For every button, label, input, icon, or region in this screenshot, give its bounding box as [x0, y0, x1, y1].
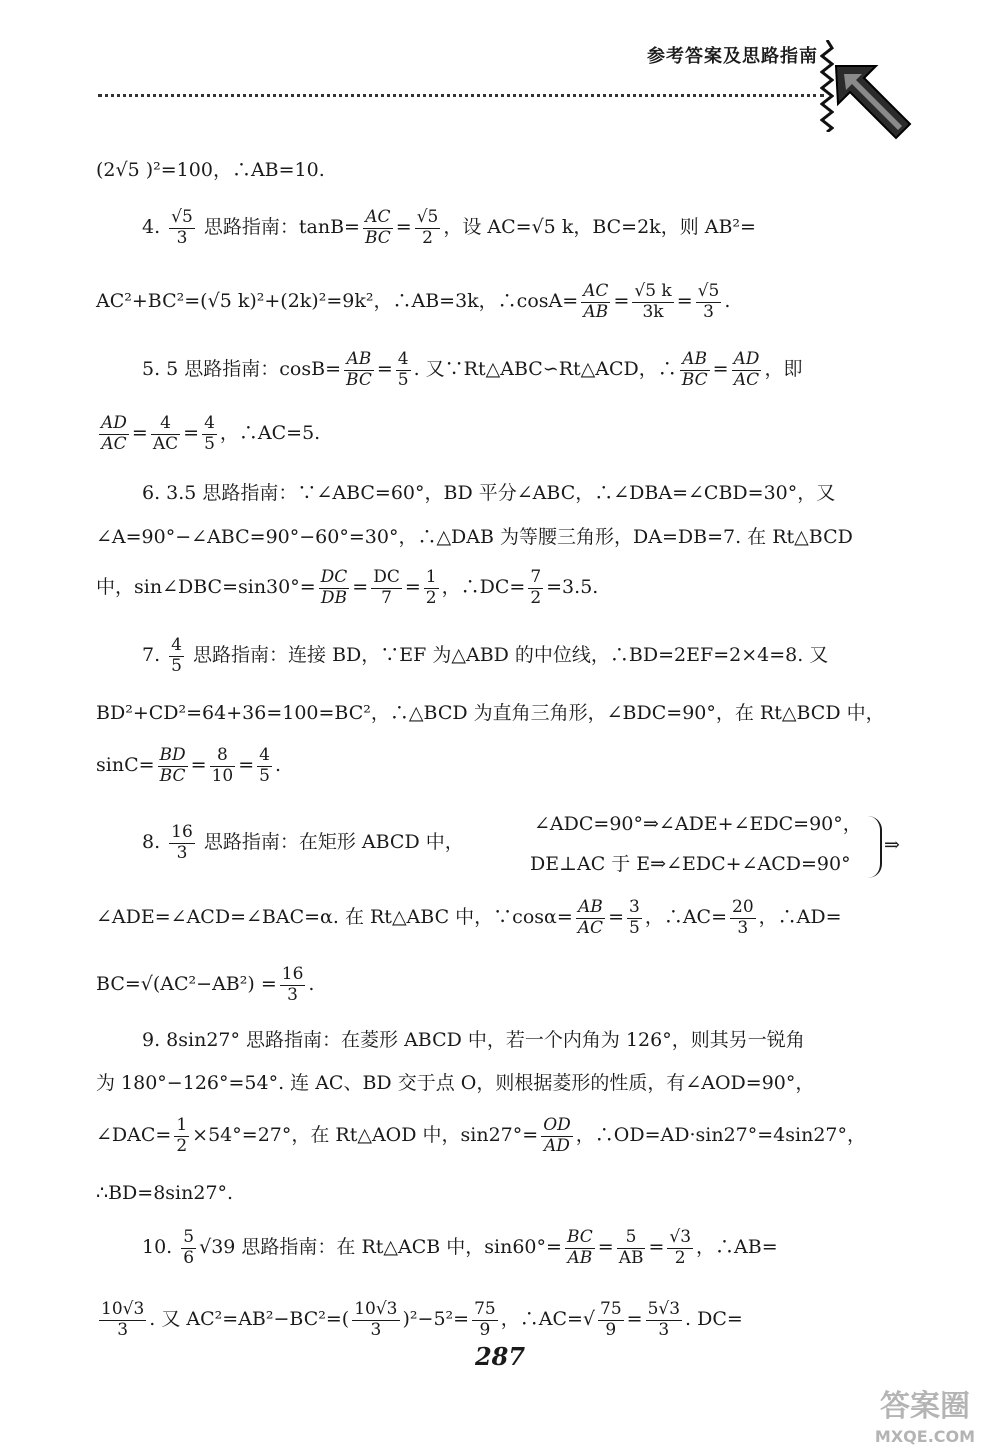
fraction-numerator: AD — [733, 349, 760, 369]
fraction-numerator: 7 — [530, 567, 542, 587]
fraction — [617, 1228, 646, 1268]
line-text: ，∴DC= — [441, 576, 526, 599]
line-text: 4. — [142, 216, 167, 239]
fraction-denominator: AB — [618, 1247, 644, 1268]
header-title: 参考答案及思路指南 — [647, 46, 818, 67]
fraction-numerator: 4 — [397, 349, 409, 369]
line-text: = — [238, 754, 255, 777]
line-text: = — [676, 290, 693, 313]
fraction — [646, 1300, 682, 1340]
line-text: ，∴AC= — [644, 906, 727, 929]
watermark-url: MXQE.COM — [874, 1427, 976, 1446]
fraction — [169, 208, 195, 248]
fraction-numerator: 1 — [425, 567, 437, 587]
fraction-denominator: AC — [733, 369, 760, 390]
fraction — [472, 1300, 498, 1340]
line-text: = — [712, 358, 729, 381]
fraction — [565, 1228, 595, 1268]
text-line — [96, 898, 842, 938]
line-text: = — [395, 216, 412, 239]
fraction-denominator: 3 — [176, 227, 188, 248]
text-line — [96, 527, 853, 549]
line-text: = — [190, 754, 207, 777]
fraction-denominator: 3 — [370, 1319, 382, 1340]
fraction-denominator: 9 — [605, 1319, 617, 1340]
line-text: BC=√(AC²−AB²) = — [96, 973, 277, 996]
fraction — [169, 823, 195, 863]
fraction-denominator: 5 — [204, 433, 215, 454]
fraction-numerator: 1 — [176, 1115, 188, 1135]
fraction — [181, 1228, 196, 1268]
fraction-denominator: 5 — [397, 369, 409, 390]
line-text: )²−5²= — [402, 1308, 470, 1331]
text-line — [96, 1116, 866, 1156]
fraction — [627, 898, 642, 938]
line-text: sinC= — [96, 754, 155, 777]
fraction — [158, 746, 188, 786]
fraction-denominator: 2 — [674, 1247, 686, 1268]
fraction-numerator: 8 — [210, 746, 236, 767]
fraction-denominator: BC — [159, 765, 186, 786]
text-line — [96, 160, 325, 182]
text-line — [96, 703, 885, 725]
fraction-numerator: AC — [583, 281, 609, 301]
line-text: = — [131, 422, 148, 445]
line-text: 为 180°−126°=54°. 连 AC、BD 交于点 O，则根据菱形的性质，有∠AOD=90°， — [96, 1072, 815, 1094]
fraction-denominator: BC — [681, 369, 708, 390]
fraction-numerator: 4 — [151, 414, 180, 435]
fraction-denominator: AB — [567, 1247, 593, 1268]
line-text: 思路指南：连接 BD，∵EF 为△ABD 的中位线，∴BD=2EF=2×4=8. 又 — [187, 644, 829, 667]
arrow-logo-icon — [832, 60, 916, 144]
line-text: =3.5. — [546, 576, 599, 599]
fraction — [257, 746, 272, 786]
fraction-numerator: 10√3 — [354, 1299, 398, 1319]
fraction-denominator: AC — [101, 433, 127, 454]
fraction — [202, 414, 217, 454]
fraction-denominator: AC — [152, 433, 179, 454]
text-line — [96, 746, 281, 786]
fraction-numerator: 5 — [183, 1227, 195, 1247]
fraction — [581, 282, 610, 322]
line-text: 思路指南：tanB= — [197, 216, 360, 239]
watermark-logo — [864, 1378, 986, 1450]
fraction — [667, 1228, 693, 1268]
fraction — [169, 636, 184, 676]
line-text: √39 思路指南：在 Rt△ACB 中，sin60°= — [199, 1236, 562, 1259]
fraction — [632, 282, 673, 322]
line-text: 7. — [142, 644, 167, 667]
fraction-numerator: AB — [576, 898, 605, 919]
fraction-denominator: 10 — [211, 765, 234, 786]
text-line — [142, 636, 828, 676]
fraction — [363, 208, 393, 248]
line-text: ，∴OD=AD·sin27°=4sin27°， — [575, 1124, 866, 1147]
fraction — [730, 898, 756, 938]
line-text: 8. — [142, 831, 167, 854]
fraction — [396, 350, 411, 390]
line-text: 中，sin∠DBC=sin30°= — [96, 576, 316, 599]
fraction — [99, 414, 129, 454]
fraction-numerator: AB — [344, 350, 374, 371]
fraction — [210, 746, 236, 786]
line-text: = — [597, 1236, 614, 1259]
fraction-denominator: DB — [320, 587, 348, 608]
fraction-denominator: 3 — [703, 301, 714, 322]
line-text: . DC= — [685, 1308, 743, 1331]
fraction-denominator: 3k — [642, 301, 664, 322]
page-number: 287 — [474, 1342, 526, 1371]
line-text: ，∴AC=5. — [219, 422, 321, 445]
line-text: = — [376, 358, 393, 381]
line-text: ∴BD=8sin27°. — [96, 1182, 234, 1204]
line-text: . — [308, 973, 315, 996]
fraction-denominator: AD — [544, 1135, 570, 1156]
fraction-denominator: 5 — [171, 655, 182, 676]
text-line — [96, 1073, 814, 1095]
line-text: DE⊥AC 于 E⇒∠EDC+∠ACD=90° — [530, 853, 851, 875]
fraction-numerator: 16 — [171, 822, 193, 842]
fraction-numerator: 4 — [171, 635, 182, 655]
fraction — [151, 414, 180, 454]
fraction-numerator: DC — [320, 567, 348, 587]
fraction-numerator: 3 — [628, 897, 640, 917]
fraction-numerator: BC — [566, 1227, 593, 1247]
fraction-numerator: DC — [373, 567, 400, 587]
line-text: = — [613, 290, 630, 313]
fraction-denominator: AC — [577, 917, 604, 938]
fraction — [344, 350, 374, 390]
line-text: ×54°=27°，在 Rt△AOD 中，sin27°= — [192, 1124, 539, 1147]
fraction-numerator: 20 — [732, 897, 754, 917]
fraction-numerator: 4 — [204, 413, 215, 433]
fraction — [732, 350, 762, 390]
fraction-numerator: BD — [159, 745, 186, 765]
fraction-denominator: 3 — [287, 984, 298, 1005]
fraction-numerator: 16 — [281, 964, 304, 984]
fraction-numerator: AB — [680, 350, 710, 371]
fraction-numerator: √5 — [416, 207, 439, 227]
line-text: ⇒ — [884, 834, 900, 856]
fraction-numerator: √5 k — [634, 281, 672, 301]
fraction-denominator: 3 — [737, 917, 749, 938]
fraction — [424, 568, 439, 608]
line-text: ，即 — [764, 358, 803, 381]
fraction — [280, 965, 306, 1005]
text-line — [142, 483, 835, 505]
fraction — [352, 1300, 399, 1340]
fraction-numerator: 5√3 — [647, 1299, 681, 1319]
line-text: ∠ADE=∠ACD=∠BAC=α. 在 Rt△ABC 中，∵cosα= — [96, 906, 573, 929]
fraction-denominator: 2 — [176, 1135, 188, 1156]
fraction-denominator: 3 — [176, 842, 188, 863]
fraction — [174, 1116, 189, 1156]
line-text: = — [648, 1236, 665, 1259]
fraction — [371, 568, 402, 608]
line-text: . 又 AC²=AB²−BC²=( — [149, 1308, 350, 1331]
text-line — [96, 1183, 233, 1205]
fraction — [528, 568, 543, 608]
line-text: BD²+CD²=64+36=100=BC²，∴△BCD 为直角三角形，∠BDC=90°，在 Rt△BCD 中， — [96, 702, 885, 724]
fraction-numerator: 5 — [617, 1228, 646, 1249]
fraction — [415, 208, 441, 248]
fraction — [541, 1116, 573, 1156]
line-text: . — [724, 290, 731, 313]
fraction-numerator: AD — [101, 413, 127, 433]
line-text: AC²+BC²=(√5 k)²+(2k)²=9k²，∴AB=3k，∴cosA= — [96, 290, 579, 313]
fraction-denominator: 2 — [530, 587, 542, 608]
fraction-denominator: 6 — [183, 1247, 195, 1268]
fraction-numerator: 10√3 — [101, 1299, 145, 1319]
fraction-numerator: AC — [363, 208, 393, 229]
fraction-numerator: 75 — [600, 1299, 622, 1319]
line-text: . 又∵Rt△ABC∽Rt△ACD，∴ — [413, 358, 677, 381]
watermark-text: 答案圈 — [880, 1389, 970, 1424]
fraction-numerator: √5 — [171, 207, 193, 227]
fraction-denominator: 9 — [479, 1319, 491, 1340]
fraction-numerator: OD — [543, 1115, 571, 1135]
line-text: (2√5 )²=100，∴AB=10. — [96, 159, 325, 181]
text-line — [142, 823, 464, 863]
fraction-denominator: AB — [583, 301, 609, 322]
line-text: ∠DAC= — [96, 1124, 172, 1147]
fraction — [576, 898, 605, 938]
fraction-denominator: 7 — [381, 587, 392, 608]
line-text: ∠ADC=90°⇒∠ADE+∠EDC=90°， — [534, 813, 862, 835]
text-line — [96, 1300, 743, 1340]
fraction-numerator: √3 — [669, 1227, 692, 1247]
fraction — [696, 282, 722, 322]
implies-arrow — [884, 835, 900, 857]
fraction-denominator: BC — [364, 227, 391, 248]
line-text: = — [183, 422, 200, 445]
fraction-denominator: 2 — [425, 587, 437, 608]
line-text: = — [626, 1308, 643, 1331]
line-text: . — [274, 754, 282, 777]
line-text: ，∴AB= — [696, 1236, 778, 1259]
right-brace — [528, 816, 882, 878]
text-line — [96, 568, 598, 608]
line-text: ，设 AC=√5 k，BC=2k，则 AB²= — [443, 216, 756, 239]
line-text: 5. 5 思路指南：cosB= — [142, 358, 342, 381]
header-dotted-rule — [98, 94, 824, 97]
fraction-denominator: BC — [346, 369, 372, 390]
text-line — [142, 208, 756, 248]
fraction-numerator: √5 — [697, 281, 720, 301]
fraction — [99, 1300, 146, 1340]
line-text: = — [608, 906, 624, 929]
line-text: 9. 8sin27° 思路指南：在菱形 ABCD 中，若一个内角为 126°，则其另一锐角 — [142, 1029, 805, 1051]
line-text: = — [404, 576, 421, 599]
fraction — [319, 568, 350, 608]
text-line — [96, 965, 314, 1005]
fraction — [680, 350, 710, 390]
text-line — [142, 350, 802, 390]
line-text: 6. 3.5 思路指南：∵∠ABC=60°，BD 平分∠ABC，∴∠DBA=∠CBD=30°，又 — [142, 482, 836, 504]
text-line — [142, 1228, 778, 1268]
fraction-denominator: 3 — [117, 1319, 129, 1340]
line-text: = — [352, 576, 369, 599]
line-text: ∠A=90°−∠ABC=90°−60°=30°，∴△DAB 为等腰三角形，DA=DB=7. 在 Rt△BCD — [96, 526, 853, 548]
text-line — [96, 414, 320, 454]
fraction-denominator: 3 — [658, 1319, 670, 1340]
line-text: 10. — [142, 1236, 179, 1259]
fraction-denominator: 5 — [628, 917, 640, 938]
fraction-numerator: 4 — [259, 745, 270, 765]
fraction-numerator: 75 — [474, 1299, 496, 1319]
fraction-denominator: 2 — [422, 227, 433, 248]
text-line — [96, 282, 730, 322]
line-text: ，∴AC=√ — [500, 1308, 596, 1331]
line-text: 思路指南：在矩形 ABCD 中， — [197, 831, 464, 854]
line-text: ，∴AD= — [758, 906, 842, 929]
text-line — [142, 1030, 805, 1052]
fraction — [598, 1300, 624, 1340]
fraction-denominator: 5 — [259, 765, 270, 786]
